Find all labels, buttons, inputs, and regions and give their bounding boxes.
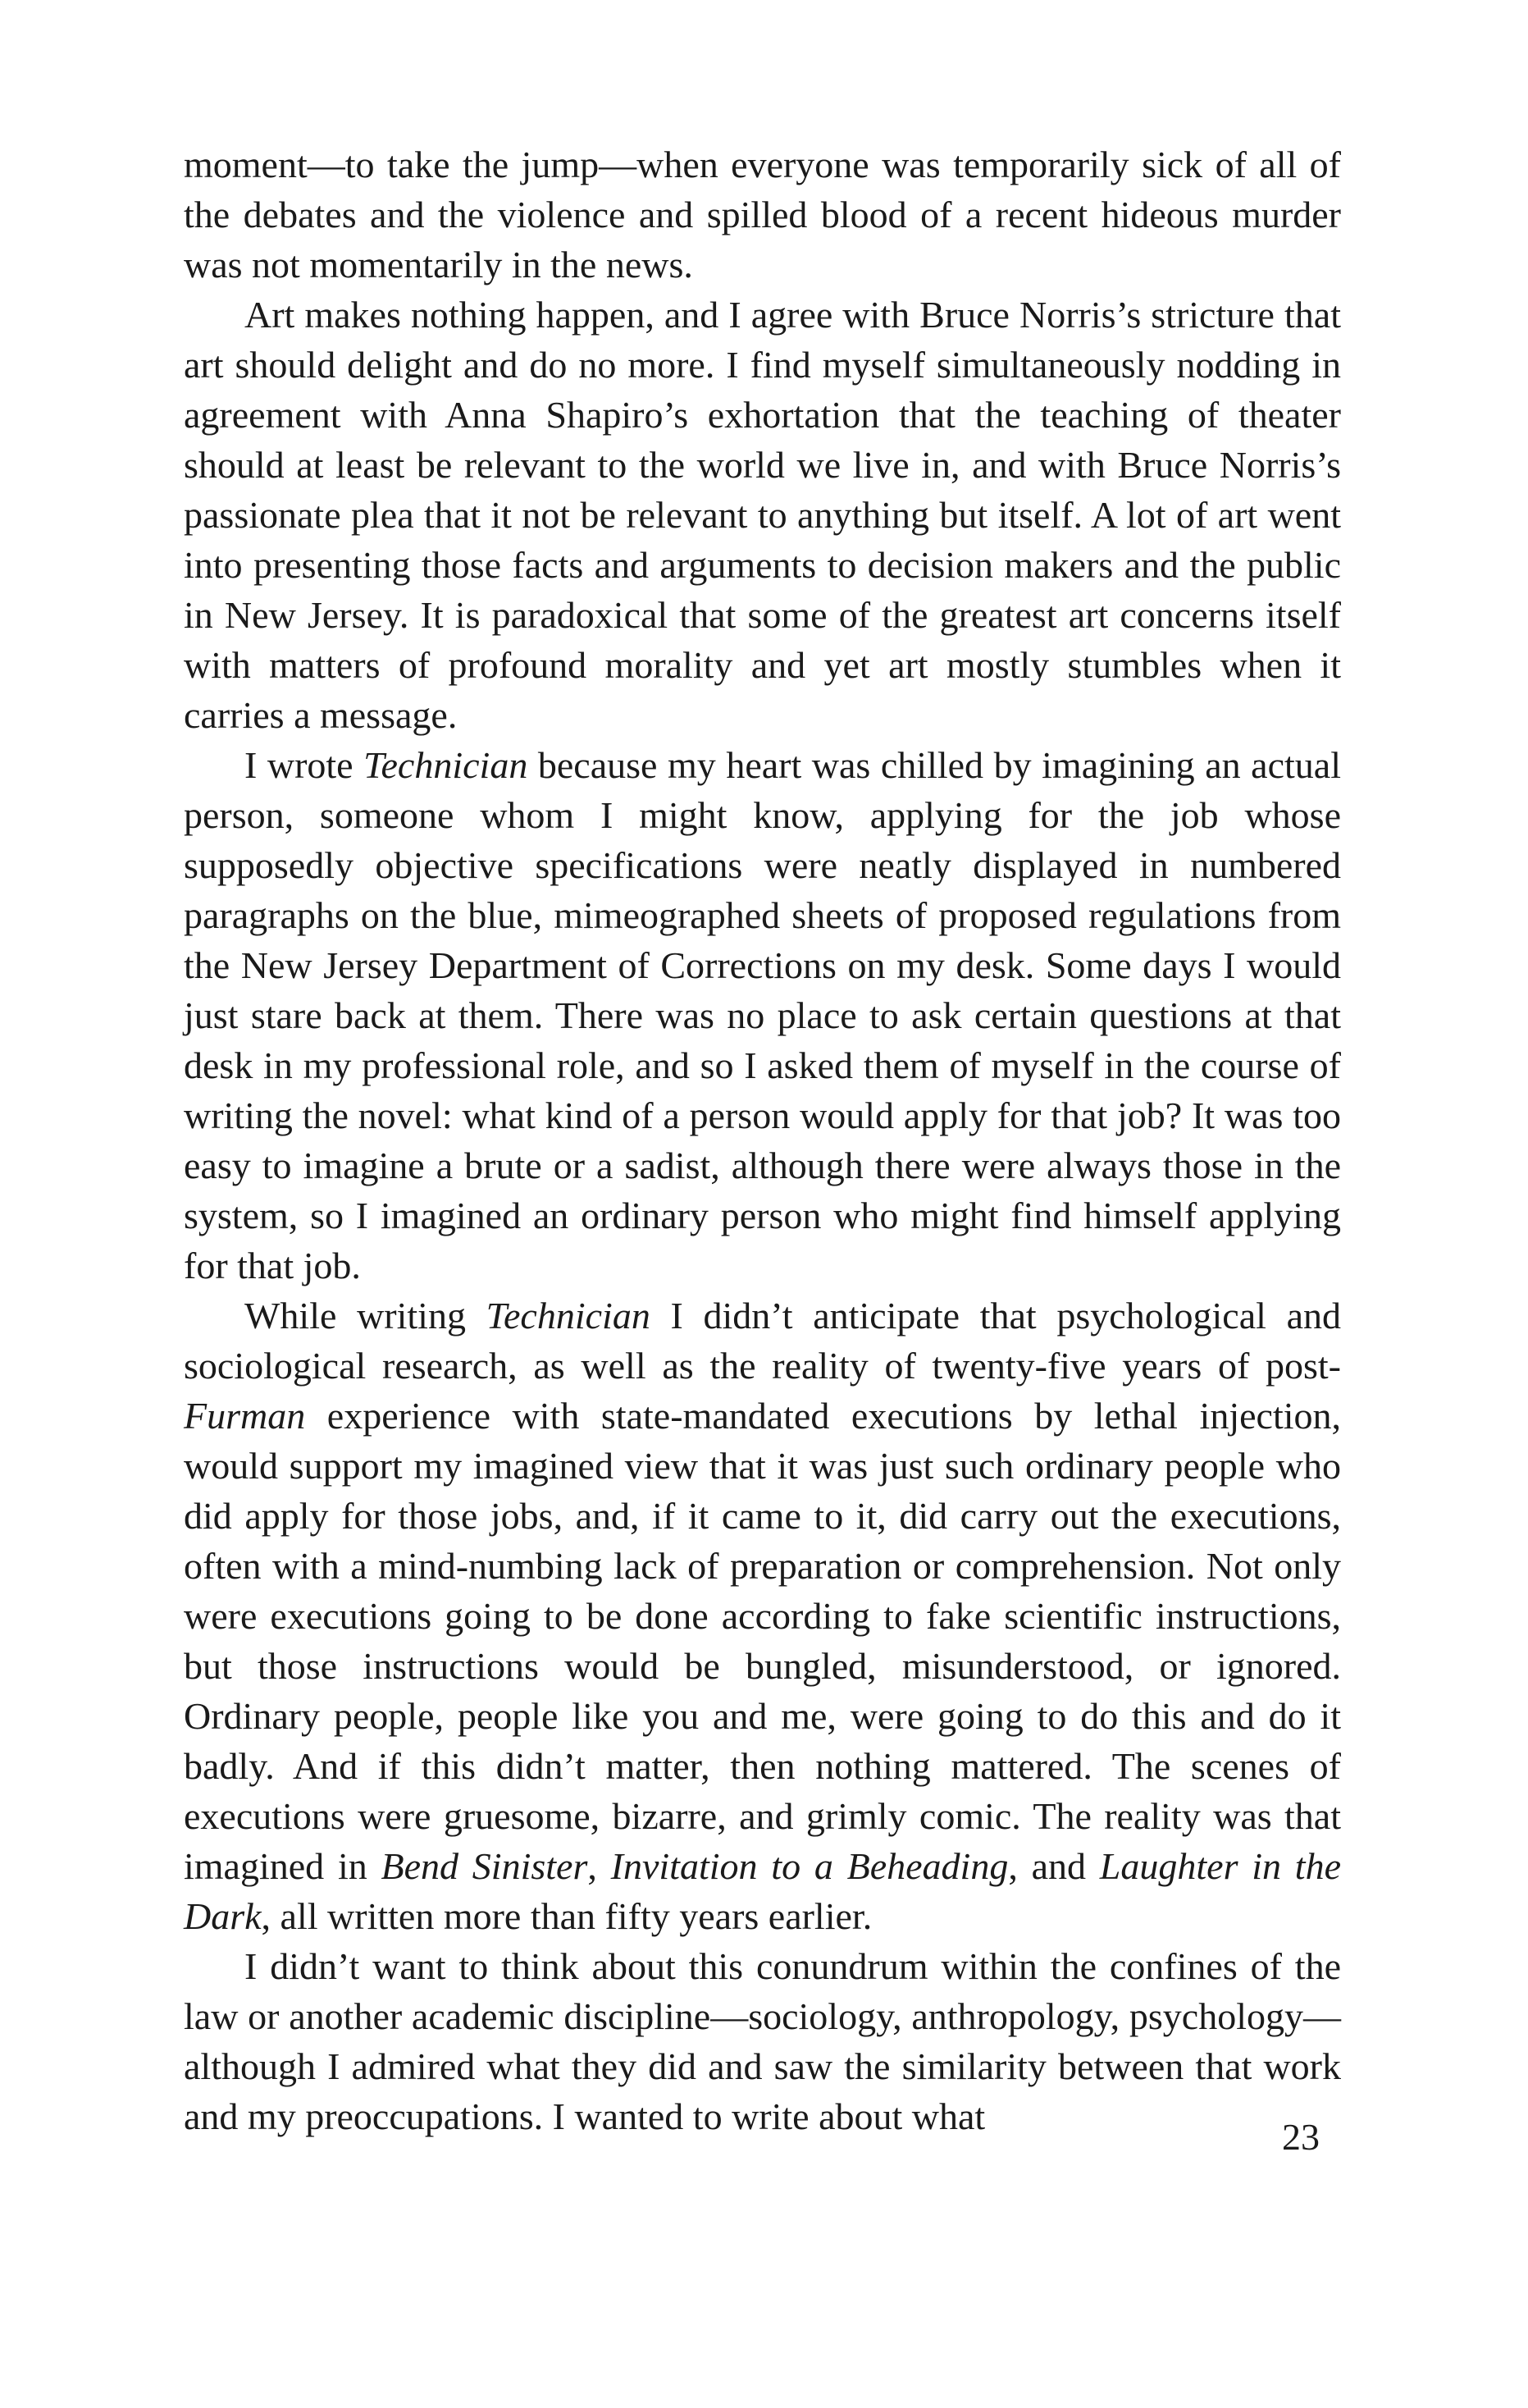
text-segment: While writing	[244, 1295, 486, 1337]
page-number: 23	[1282, 2116, 1320, 2158]
paragraph-2	[184, 290, 1341, 740]
italic-title: Invitation to a Beheading	[610, 1845, 1009, 1887]
italic-title: Technician	[486, 1295, 650, 1337]
text-segment: , and	[1008, 1845, 1100, 1887]
text-segment: because my heart was chilled by imagining an actual person, someone whom I might know, applying for the job whose supposedly objective specifications were neatly displayed in numbered paragraphs on the blue, mimeographed sheets of proposed regulations from the New Jersey Department of Corrections on my desk. Some days I would just stare back at them. There was no place to ask certain questions at that desk in my professional role, and so I asked them of myself in the course of writing the novel: what kind of a person would apply for that job? It was too easy to imagine a brute or a sadist, although there were always those in the system, so I imagined an ordinary person who might find himself applying for that job.	[184, 744, 1341, 1286]
italic-title: Laughter in the Dark	[184, 1845, 1342, 1937]
page-body	[184, 139, 1341, 2141]
italic-title: Technician	[363, 744, 528, 786]
text-segment: ,	[587, 1845, 611, 1887]
text-segment: I didn’t anticipate that psychological and sociological research, as well as the reality of twenty-five years of post-	[184, 1295, 1341, 1387]
italic-title: Furman	[184, 1395, 306, 1437]
text-segment: , all written more than fifty years earlier.	[261, 1895, 873, 1937]
paragraph-1	[184, 139, 1341, 290]
italic-title: Bend Sinister	[381, 1845, 588, 1887]
text-segment: I didn’t want to think about this conundrum within the confines of the law or another academic discipline—sociology, anthropology, psychology—although I admired what they did and saw the similarity between that work and my preoccupations. I wanted to write about what	[184, 1945, 1341, 2137]
text-segment: I wrote	[244, 744, 364, 786]
paragraph-3	[184, 740, 1341, 1291]
paragraph-4	[184, 1291, 1341, 1941]
paragraph-5	[184, 1941, 1341, 2141]
text-segment: moment—to take the jump—when everyone was temporarily sick of all of the debates and the violence and spilled blood of a recent hideous murder was not momentarily in the news.	[184, 144, 1341, 286]
text-segment: experience with state-mandated executions by lethal injection, would support my imagined view that it was just such ordinary people who did apply for those jobs, and, if it came to it, did carry out the executions, often with a mind-numbing lack of preparation or comprehension. Not only were executions going to be done according to fake scientific instructions, but those instructions would be bungled, misunderstood, or ignored. Ordinary people, people like you and me, were going to do this and do it badly. And if this didn’t matter, then nothing mattered. The scenes of executions were gruesome, bizarre, and grimly comic. The reality was that imagined in	[184, 1395, 1341, 1887]
text-segment: Art makes nothing happen, and I agree with Bruce Norris’s stricture that art should delight and do no more. I find myself simultaneously nodding in agreement with Anna Shapiro’s exhortation that the teaching of theater should at least be relevant to the world we live in, and with Bruce Norris’s passionate plea that it not be relevant to anything but itself. A lot of art went into presenting those facts and arguments to decision makers and the public in New Jersey. It is paradoxical that some of the greatest art concerns itself with matters of profound morality and yet art mostly stumbles when it carries a message.	[184, 294, 1341, 736]
